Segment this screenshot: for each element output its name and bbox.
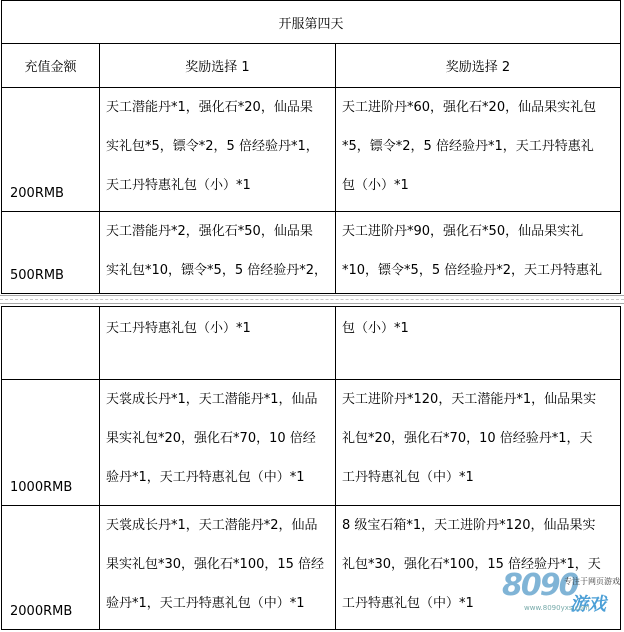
reward-1-cell <box>100 88 336 212</box>
rewards-table-top <box>1 0 621 294</box>
amount-cell: 200RMB <box>2 88 100 212</box>
reward-1-cell <box>100 212 336 294</box>
reward-line: 验丹*1，天工丹特惠礼包（中）*1 <box>106 470 305 485</box>
table-row-continued <box>2 307 621 380</box>
reward-line: 包（小）*1 <box>342 321 409 336</box>
watermark-tagline: 专注于网页游戏 <box>564 577 620 586</box>
reward-line: *5，镖令*2，5 倍经验丹*1，天工丹特惠礼 <box>342 139 594 154</box>
reward-line: 实礼包*5，镖令*2，5 倍经验丹*1， <box>106 139 319 154</box>
reward-line: 礼包*20，强化石*70，10 倍经验丹*1，天 <box>342 431 593 446</box>
reward-2-cell <box>336 88 621 212</box>
reward-line: 天工进阶丹*60，强化石*20，仙品果实礼包 <box>342 100 597 115</box>
page-break-divider <box>0 294 624 306</box>
table-row <box>2 380 621 506</box>
reward-2-cell <box>336 380 621 506</box>
reward-line: 工丹特惠礼包（中）*1 <box>342 596 474 611</box>
watermark-url: www.8090yxs.com <box>524 604 590 612</box>
reward-2-cell <box>336 212 621 294</box>
reward-2-cell <box>336 307 621 380</box>
reward-line: 8 级宝石箱*1，天工进阶丹*120，仙品果实 <box>342 518 596 533</box>
reward-1-cell <box>100 307 336 380</box>
reward-line: 礼包*30，强化石*100，15 倍经验丹*1，天 <box>342 557 601 572</box>
amount-cell-empty <box>2 307 100 380</box>
reward-line: 天工潜能丹*2，强化石*50，仙品果 <box>106 224 313 239</box>
header-reward-1: 奖励选择 1 <box>100 44 336 88</box>
reward-line: 验丹*1，天工丹特惠礼包（中）*1 <box>106 596 305 611</box>
reward-line: 天裳成长丹*1，天工潜能丹*1，仙品 <box>106 392 318 407</box>
amount-cell: 1000RMB <box>2 380 100 506</box>
reward-line: 天工进阶丹*120，天工潜能丹*1，仙品果实 <box>342 392 597 407</box>
reward-line: 天工丹特惠礼包（小）*1 <box>106 178 251 193</box>
table-row <box>2 88 621 212</box>
reward-line: 工丹特惠礼包（中）*1 <box>342 470 474 485</box>
reward-line: 天工丹特惠礼包（小）*1 <box>106 321 251 336</box>
reward-line: 实礼包*10，镖令*5，5 倍经验丹*2， <box>106 263 327 278</box>
reward-1-cell <box>100 506 336 630</box>
reward-line: *10，镖令*5，5 倍经验丹*2，天工丹特惠礼 <box>342 263 602 278</box>
watermark-brand: 游戏 <box>570 594 606 615</box>
amount-cell: 2000RMB <box>2 506 100 630</box>
reward-line: 天工潜能丹*1，强化石*20，仙品果 <box>106 100 313 115</box>
reward-1-cell <box>100 380 336 506</box>
header-reward-2: 奖励选择 2 <box>336 44 621 88</box>
reward-line: 包（小）*1 <box>342 178 409 193</box>
reward-line: 果实礼包*20，强化石*70，10 倍经 <box>106 431 316 446</box>
reward-line: 天工进阶丹*90，强化石*50，仙品果实礼 <box>342 224 584 239</box>
amount-cell: 500RMB <box>2 212 100 294</box>
reward-line: 天裳成长丹*1，天工潜能丹*2，仙品 <box>106 518 318 533</box>
watermark-logo <box>478 568 620 626</box>
header-amount: 充值金额 <box>2 44 100 88</box>
table-title: 开服第四天 <box>2 1 621 44</box>
table-row <box>2 212 621 294</box>
reward-line: 果实礼包*30，强化石*100，15 倍经 <box>106 557 325 572</box>
watermark-number: 8090 <box>502 568 578 603</box>
